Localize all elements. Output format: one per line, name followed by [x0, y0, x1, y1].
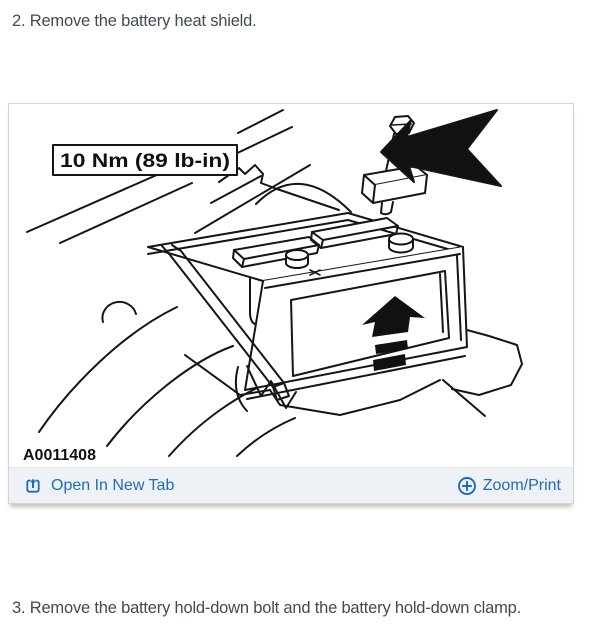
open-in-new-tab-label: Open In New Tab — [51, 476, 175, 494]
zoom-print-link[interactable] — [457, 476, 561, 496]
figure-footer — [9, 467, 573, 503]
open-in-new-tab-link[interactable] — [24, 477, 174, 495]
zoom-print-label: Zoom/Print — [482, 476, 561, 494]
open-in-new-tab-icon — [24, 477, 42, 495]
figure-code: A0011408 — [23, 447, 96, 464]
svg-text:10 Nm (89 lb-in): 10 Nm (89 lb-in) — [60, 151, 230, 172]
battery — [148, 213, 467, 400]
zoom-plus-icon — [457, 476, 477, 496]
figure-panel — [8, 103, 574, 504]
step-3-instruction: 3. Remove the battery hold-down bolt and the battery hold-down clamp. — [12, 599, 522, 617]
step-2-instruction: 2. Remove the battery heat shield. — [12, 12, 257, 30]
torque-label — [53, 145, 237, 175]
battery-diagram — [9, 104, 573, 467]
